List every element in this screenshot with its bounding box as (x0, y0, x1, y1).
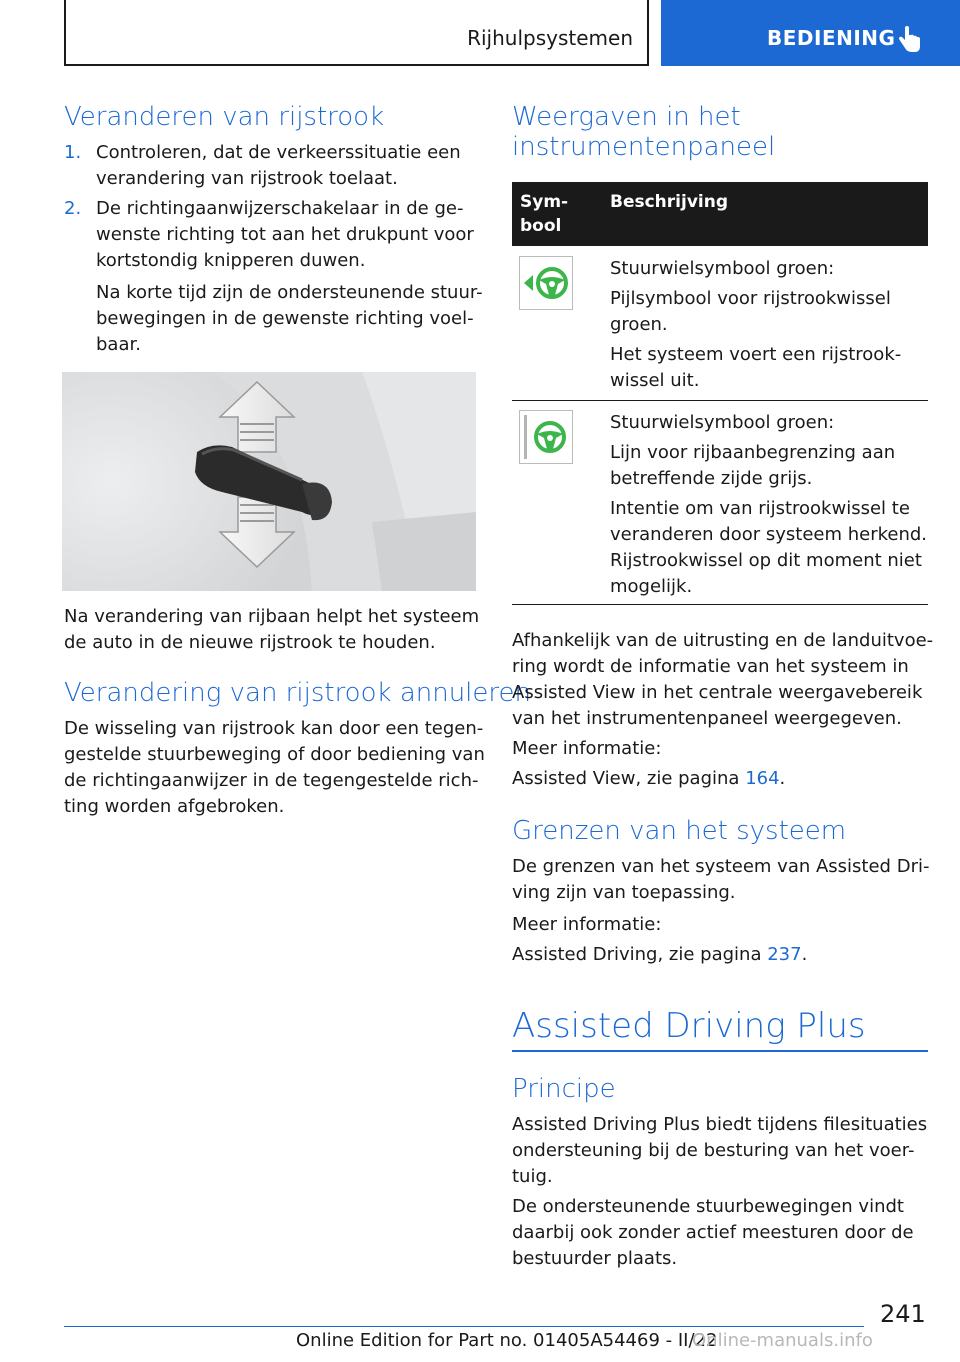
after-table-line-4: van het instrumentenpaneel weergegeven. (512, 708, 902, 729)
heading-displays-line-1: Weergaven in het (512, 102, 741, 132)
heading-system-limits: Grenzen van het systeem (512, 816, 847, 846)
table-header-symbol-line-2: bool (520, 216, 562, 236)
table-row-divider (512, 400, 928, 401)
table-header (512, 182, 928, 246)
row-2-para-3-line-1: Intentie om van rijstrookwissel te (610, 498, 910, 519)
page-link-237[interactable]: 237 (767, 944, 802, 965)
reference-assisted-driving (512, 942, 807, 968)
steering-wheel-lane-change-icon (519, 256, 573, 310)
reference-assisted-view-text: Assisted View, zie pagina (512, 768, 746, 789)
cancel-text-line-4: ting worden afgebroken. (64, 796, 285, 817)
more-info-label-2: Meer informatie: (512, 914, 662, 935)
steering-wheel-lane-boundary-icon (519, 410, 573, 464)
page-number: 241 (880, 1300, 926, 1328)
principle-2-line-1: De ondersteunende stuurbewegingen vindt (512, 1196, 904, 1217)
table-bottom-rule (512, 604, 928, 605)
cancel-text-line-2: gestelde stuurbeweging of door bediening van (64, 744, 485, 765)
header-chapter-title: BEDIENING (767, 26, 896, 50)
row-1-para-3-line-1: Het systeem voert een rijstrook- (610, 344, 902, 365)
row-2-para-1: Stuurwielsymbool groen: (610, 412, 835, 433)
header-section-box (64, 0, 649, 66)
step-1-line-1: Controleren, dat de verkeerssituatie een (96, 142, 461, 163)
cancel-text-line-3: de richtingaanwijzer in de tegengestelde rich- (64, 770, 479, 791)
principle-2-line-3: bestuurder plaats. (512, 1248, 678, 1269)
step-2-note-line-2: bewegingen in de gewenste richting voel- (96, 308, 474, 329)
row-1-para-2-line-2: groen. (610, 314, 668, 335)
step-2-line-3: kortstondig knipperen duwen. (96, 250, 366, 271)
after-image-line-1: Na verandering van rijbaan helpt het systeem (64, 606, 480, 627)
row-2-para-2-line-1: Lijn voor rijbaanbegrenzing aan (610, 442, 896, 463)
more-info-label-1: Meer informatie: (512, 738, 662, 759)
row-1-para-1: Stuurwielsymbool groen: (610, 258, 835, 279)
header-section-title: Rijhulpsystemen (467, 26, 633, 50)
turn-signal-lever-image (62, 372, 476, 591)
limits-text-line-2: ving zijn van toepassing. (512, 882, 736, 903)
reference-assisted-view-end: . (779, 768, 786, 789)
step-number-1: 1. (64, 142, 82, 163)
footer-edition: Online Edition for Part no. 01405A54469 - II/22 (296, 1330, 718, 1351)
heading-lane-change: Veranderen van rijstrook (64, 102, 385, 132)
watermark: Online-manuals.info (692, 1330, 873, 1351)
heading-underline (512, 1050, 928, 1052)
after-image-line-2: de auto in de nieuwe rijstrook te houden. (64, 632, 436, 653)
reference-assisted-driving-text: Assisted Driving, zie pagina (512, 944, 768, 965)
heading-principle: Principe (512, 1074, 616, 1104)
heading-cancel-lane-change: Verandering van rijstrook annuleren (64, 678, 531, 708)
step-2-line-2: wenste richting tot aan het drukpunt voor (96, 224, 474, 245)
step-2-note-line-1: Na korte tijd zijn de ondersteunende stuur- (96, 282, 483, 303)
step-1-line-2: verandering van rijstrook toelaat. (96, 168, 398, 189)
table-header-symbol (520, 190, 568, 238)
table-header-symbol-line-1: Sym- (520, 192, 569, 212)
principle-1-line-2: ondersteuning bij de besturing van het voer- (512, 1140, 915, 1161)
row-1-para-2-line-1: Pijlsymbool voor rijstrookwissel (610, 288, 891, 309)
page-link-164[interactable]: 164 (745, 768, 780, 789)
step-2-note-line-3: baar. (96, 334, 141, 355)
step-2-line-1: De richtingaanwijzerschakelaar in de ge- (96, 198, 464, 219)
heading-displays-line-2: instrumentenpaneel (512, 132, 776, 162)
after-table-line-2: ring wordt de informatie van het systeem in (512, 656, 909, 677)
hand-pointer-icon (896, 26, 922, 54)
principle-1-line-1: Assisted Driving Plus biedt tijdens filesituaties (512, 1114, 928, 1135)
principle-1-line-3: tuig. (512, 1166, 553, 1187)
row-2-para-2-line-2: betreffende zijde grijs. (610, 468, 813, 489)
row-2-para-3-line-3: Rijstrookwissel op dit moment niet (610, 550, 922, 571)
after-table-line-3: Assisted View in het centrale weergavebereik (512, 682, 923, 703)
after-table-line-1: Afhankelijk van de uitrusting en de landuitvoe- (512, 630, 934, 651)
row-2-para-3-line-4: mogelijk. (610, 576, 693, 597)
row-2-para-3-line-2: veranderen door systeem herkend. (610, 524, 928, 545)
reference-assisted-view (512, 766, 785, 792)
heading-assisted-driving-plus: Assisted Driving Plus (512, 1006, 866, 1046)
reference-assisted-driving-end: . (801, 944, 808, 965)
step-number-2: 2. (64, 198, 82, 219)
row-1-para-3-line-2: wissel uit. (610, 370, 700, 391)
footer-rule (64, 1326, 864, 1327)
principle-2-line-2: daarbij ook zonder actief meesturen door de (512, 1222, 914, 1243)
limits-text-line-1: De grenzen van het systeem van Assisted Dri- (512, 856, 930, 877)
table-header-description: Beschrijving (610, 192, 729, 212)
cancel-text-line-1: De wisseling van rijstrook kan door een tegen- (64, 718, 484, 739)
